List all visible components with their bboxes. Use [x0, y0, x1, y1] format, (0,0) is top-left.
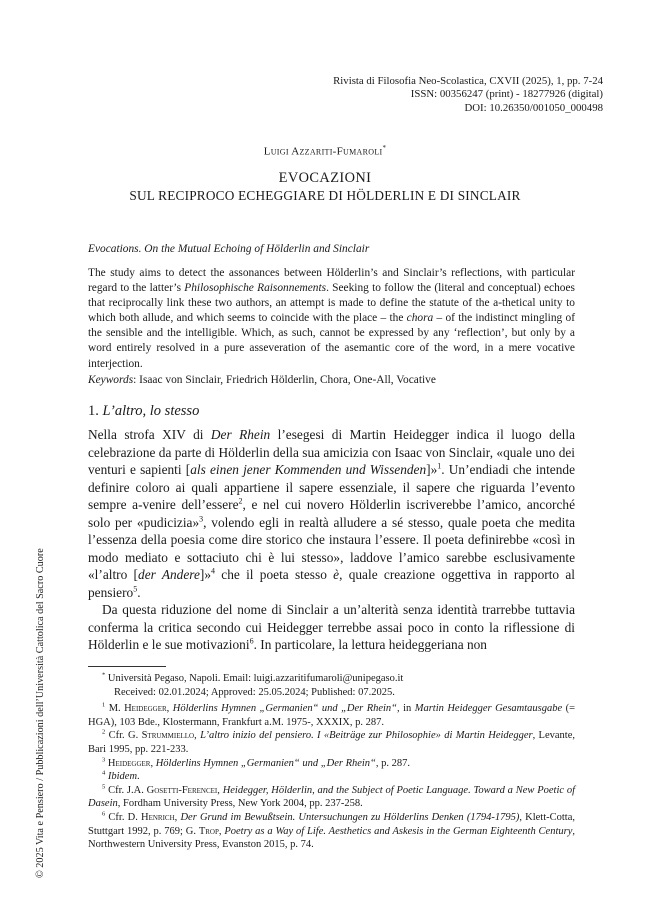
abstract-text: The study aims to detect the assonances between Hölderlin’s and Sinclair’s reflections, with particular regard to the latter’s — [88, 267, 575, 295]
text-run: , Northwestern University Press, Evanston 2015, p. 74. — [88, 825, 576, 851]
text-run: , quale creazione oggettiva in rapporto al pensiero — [88, 567, 576, 600]
author-smallcaps: Heidegger — [124, 703, 167, 715]
paragraph — [88, 601, 575, 654]
footnote — [88, 811, 575, 852]
article-title: EVOCAZIONI — [278, 170, 372, 186]
affiliation-text: Università Pegaso, Napoli. Email: luigi.azzaritifumaroli@unipegaso.it — [107, 673, 404, 684]
footnote — [88, 757, 575, 771]
section-number: 1. — [88, 403, 103, 419]
article-subtitle: SUL RECIPROCO ECHEGGIARE DI HÖLDERLIN E DI SINCLAIR — [129, 188, 521, 203]
footnote — [88, 729, 575, 756]
footnote-mark: * — [102, 671, 106, 679]
abstract — [88, 266, 575, 372]
text-run: che il poeta stesso — [215, 567, 334, 582]
text-run: , e nel cui novero Hölderlin iscriverebbe l’amico, ancorché solo per «pudicizia» — [88, 497, 575, 530]
footnote-divider — [88, 666, 166, 667]
author-smallcaps: Heidegger — [107, 757, 151, 769]
abstract-text: . Seeking to follow the (literal and conceptual) echoes that reciprocally link these two authors, an attempt is made to define the statute of the a-thetical unity to which both allude, and which seems to coincide with the place – the — [88, 282, 575, 325]
footnote-mark: 1 — [102, 701, 106, 709]
footnote-mark: 5 — [102, 783, 106, 791]
footnote — [88, 702, 575, 729]
paragraph — [88, 426, 575, 601]
italic-run: Heidegger, Hölderlin, and the Subject of Poetic Language. Toward a New Poetic of Dasein — [88, 784, 576, 810]
text-run: (= HGA), 103 Bde., Klostermann, Frankfurt a.M. 1975-, XXXIX, p. 287. — [88, 703, 576, 728]
text-run: . — [137, 584, 141, 600]
text-run: , — [218, 825, 225, 837]
abstract-italic: Philosophische Raisonnements — [184, 282, 327, 295]
text-run: ]» — [426, 462, 438, 477]
author-name — [0, 144, 650, 158]
section-heading — [88, 403, 199, 420]
footnote-affiliation — [88, 672, 575, 699]
text-run: , p. 287. — [375, 757, 411, 769]
italic-run: Hölderlins Hymnen „Germanien“ und „Der Rhein“ — [155, 757, 376, 769]
footnote-mark: 6 — [102, 810, 106, 818]
author-smallcaps: Strummiello — [141, 730, 195, 742]
section-title: L’altro, lo stesso — [102, 403, 200, 419]
italic-run: Der Rhein — [210, 427, 271, 442]
text-run: Cfr. D. — [105, 811, 142, 823]
text-run: Nella strofa XIV di — [88, 427, 211, 442]
author-footnote-mark[interactable]: * — [382, 144, 387, 152]
footnote-mark: 4 — [102, 769, 106, 777]
footnote-mark: 2 — [102, 728, 106, 736]
footnotes — [88, 672, 575, 852]
copyright-sidebar: © 2025 Vita e Pensiero / Pubblicazioni dell’Università Cattolica del Sacro Cuore — [35, 548, 46, 878]
italic-run: Poetry as a Way of Life. Aesthetics and Askesis in the German Eighteenth Century — [224, 825, 573, 837]
issn-line: ISSN: 00356247 (print) - 18277926 (digital) — [410, 88, 603, 101]
footnote-ref[interactable]: 3 — [199, 514, 204, 524]
body-text — [88, 426, 575, 654]
keywords — [88, 374, 575, 386]
footnote-ref[interactable]: 4 — [211, 566, 216, 576]
text-run: , in — [397, 703, 415, 715]
text-run: Cfr. J.A. — [105, 784, 147, 796]
footnote-mark: 3 — [102, 756, 106, 764]
doi-link[interactable]: DOI: 10.26350/001050_000498 — [464, 101, 603, 114]
text-run: , — [166, 703, 173, 715]
english-title: Evocations. On the Mutual Echoing of Hölderlin and Sinclair — [88, 243, 370, 255]
text-run: ]» — [199, 567, 212, 582]
text-run: l’esegesi di Martin Heidegger indica il luogo della celebrazione da parte di Hölderlin della sua amicizia con Isaac von Sinclair, «quale uno dei venturi e sapienti [ — [88, 427, 576, 477]
text-run: , — [150, 757, 156, 769]
italic-run: der Andere — [138, 567, 200, 582]
text-run: Cfr. G. — [105, 730, 142, 742]
text-run: Da questa riduzione del nome di Sinclair a un’alterità senza identità trarrebbe tuttavia conferma la critica secondo cui Heidegger terrebbe assai poco in conto la riflessione di Hölderlin e le sue motivazioni — [88, 602, 575, 652]
text-run: , Levante, Bari 1995, pp. 221-233. — [88, 730, 575, 755]
abstract-italic: chora — [406, 312, 434, 325]
journal-header — [283, 75, 603, 115]
author-smallcaps: Trop — [198, 825, 219, 837]
abstract-text: – of the indistinct mingling of the sensible and the intelligible. Which, as such, cannot be expressed by any ‘reflection’, but only by a word entirely resolved in a pure asseveration of the asemantic core of the word, in a mere vocative interjection. — [88, 312, 575, 370]
text-run: . In particolare, la lettura heideggeriana non — [253, 637, 487, 652]
text-run: , Klett-Cotta, Stuttgart 1992, p. 769; G. — [88, 811, 575, 837]
text-run: , volendo egli in realtà alludere a sé stesso, quale poeta che medita l’essenza della poesia come dire storico che instaura l’essere. Il poeta definirebbe «così in modo mediato e sottaciuto chi è lui stesso», laddove l’amico sarebbe esclusivamente «l’altro [ — [88, 514, 576, 582]
keywords-list: : Isaac von Sinclair, Friedrich Hölderlin, Chora, One-All, Vocative — [133, 374, 436, 386]
footnote-ref[interactable]: 1 — [437, 461, 442, 471]
text-run: . Un’endiadi che intende definire coloro ai quali appartiene il sapere essenziale, il sapere che riguarda l’evento sempre a-venire dell’essere — [88, 462, 575, 512]
text-run: , — [194, 730, 201, 742]
footnote-ref[interactable]: 2 — [238, 496, 243, 506]
italic-run: Ibidem — [107, 771, 138, 783]
italic-run: è — [333, 567, 340, 582]
received-dates: Received: 02.01.2024; Approved: 25.05.2024; Published: 07.2025. — [114, 686, 395, 698]
italic-run: L’altro inizio del pensiero. I «Beiträge zur Philosophie» di Martin Heidegger — [200, 730, 533, 742]
italic-run: Hölderlins Hymnen „Germanien“ und „Der Rhein“ — [172, 703, 398, 715]
journal-citation: Rivista di Filosofia Neo-Scolastica, CXVII (2025), 1, pp. 7-24 — [333, 75, 603, 87]
author-smallcaps: Gosetti-Ferencei — [146, 784, 218, 796]
text-run: . — [137, 771, 140, 783]
footnote — [88, 770, 575, 784]
keywords-label: Keywords — [88, 374, 134, 386]
italic-run: Der Grund im Bewußtsein. Untersuchungen zu Hölderlins Denken (1794-1795) — [180, 811, 520, 823]
italic-run: als einen jener Kommenden und Wissenden — [190, 462, 427, 477]
author-name-text: Luigi Azzariti-Fumaroli — [263, 145, 383, 158]
text-run: M. — [105, 703, 125, 715]
text-run: , — [174, 811, 181, 823]
footnote-ref[interactable]: 6 — [249, 636, 254, 646]
author-smallcaps: Henrich — [141, 811, 175, 823]
footnote — [88, 784, 575, 811]
italic-run: Martin Heidegger Gesamtausgabe — [414, 703, 563, 715]
text-run: , — [217, 784, 223, 796]
text-run: , Fordham University Press, New York 2004, pp. 237-258. — [117, 798, 363, 810]
footnote-ref[interactable]: 5 — [133, 584, 138, 594]
